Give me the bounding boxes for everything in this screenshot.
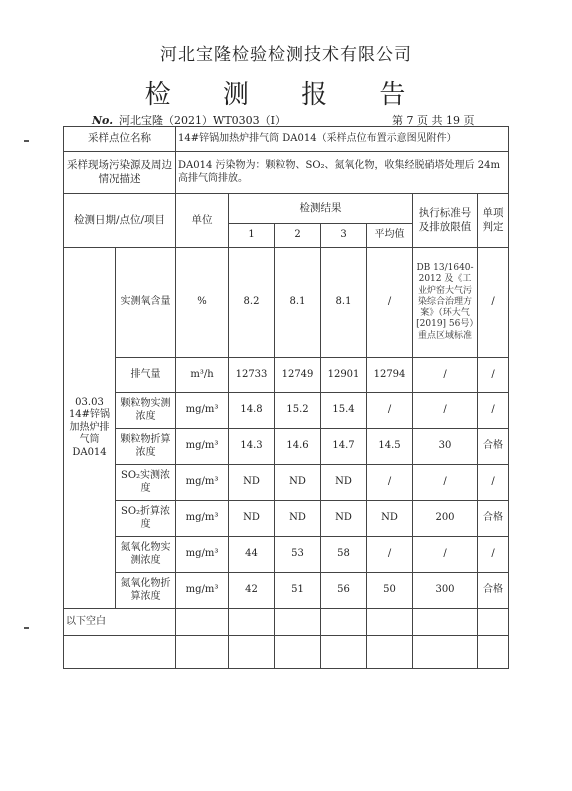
result-1: 12733 (229, 358, 275, 393)
unit-value: mg/m³ (176, 573, 229, 609)
result-1: 14.3 (229, 429, 275, 465)
unit-value: mg/m³ (176, 537, 229, 573)
header-date-point-item: 检测日期/点位/项目 (64, 194, 176, 248)
header-average: 平均值 (367, 224, 413, 248)
unit-value: mg/m³ (176, 393, 229, 429)
result-1: 44 (229, 537, 275, 573)
empty-cell (176, 609, 229, 636)
empty-cell (478, 609, 509, 636)
result-1: 14.8 (229, 393, 275, 429)
result-2: 12749 (275, 358, 321, 393)
item-name: SO₂实测浓度 (116, 465, 176, 501)
header-result-1: 1 (229, 224, 275, 248)
result-average: / (367, 537, 413, 573)
verdict-value: / (478, 358, 509, 393)
table-row (64, 501, 509, 537)
result-2: 15.2 (275, 393, 321, 429)
result-1: 42 (229, 573, 275, 609)
standard-value: / (413, 537, 478, 573)
empty-cell (275, 636, 321, 669)
verdict-value: / (478, 465, 509, 501)
empty-cell (413, 609, 478, 636)
unit-value: % (176, 248, 229, 358)
margin-mark (24, 627, 29, 629)
empty-cell (229, 609, 275, 636)
page-indicator: 第 7 页 共 19 页 (392, 114, 475, 127)
header-unit: 单位 (176, 194, 229, 248)
result-3: 12901 (321, 358, 367, 393)
standard-value: 200 (413, 501, 478, 537)
result-average: / (367, 393, 413, 429)
header-result-3: 3 (321, 224, 367, 248)
verdict-value: 合格 (478, 429, 509, 465)
result-average: ND (367, 501, 413, 537)
standard-value: / (413, 393, 478, 429)
result-3: 15.4 (321, 393, 367, 429)
sampling-group-label: 03.03 14#锌锅加热炉排气筒 DA014 (64, 248, 116, 609)
result-3: 8.1 (321, 248, 367, 358)
result-3: ND (321, 465, 367, 501)
result-3: ND (321, 501, 367, 537)
verdict-value: / (478, 537, 509, 573)
company-name: 河北宝隆检验检测技术有限公司 (160, 45, 412, 65)
unit-value: mg/m³ (176, 429, 229, 465)
result-average: 12794 (367, 358, 413, 393)
result-2: ND (275, 465, 321, 501)
empty-cell (176, 636, 229, 669)
result-3: 56 (321, 573, 367, 609)
site-description-value: DA014 污染物为：颗粒物、SO₂、氮氧化物，收集经脱硝塔处理后 24m 高排气筒排放。 (176, 152, 509, 194)
table-row (64, 358, 509, 393)
empty-cell (367, 609, 413, 636)
result-1: ND (229, 465, 275, 501)
item-name: 氮氧化物折算浓度 (116, 573, 176, 609)
report-number-value: 河北宝隆（2021）WT0303（Ⅰ） (119, 114, 287, 127)
report-title: 检 测 报 告 (144, 80, 428, 110)
result-2: 14.6 (275, 429, 321, 465)
table-row (64, 393, 509, 429)
verdict-value: / (478, 393, 509, 429)
item-name: 氮氧化物实测浓度 (116, 537, 176, 573)
result-2: ND (275, 501, 321, 537)
header-result-2: 2 (275, 224, 321, 248)
standard-value: / (413, 358, 478, 393)
empty-cell (367, 636, 413, 669)
standard-value: 30 (413, 429, 478, 465)
result-2: 51 (275, 573, 321, 609)
table-row (64, 429, 509, 465)
site-description-label: 采样现场污染源及周边情况描述 (64, 152, 176, 194)
empty-cell (275, 609, 321, 636)
result-average: 50 (367, 573, 413, 609)
result-3: 58 (321, 537, 367, 573)
blank-marker: 以下空白 (64, 609, 176, 636)
result-2: 8.1 (275, 248, 321, 358)
header-results: 检测结果 (229, 194, 413, 224)
standard-value: 300 (413, 573, 478, 609)
table-row (64, 248, 509, 358)
result-average: 14.5 (367, 429, 413, 465)
standard-value: DB 13/1640-2012 及《工业炉窑大气污染综合治理方案》（环大气[2019] 56号）重点区域标准 (413, 248, 478, 358)
number-prefix: No. (92, 114, 114, 127)
table-row (64, 537, 509, 573)
item-name: 排气量 (116, 358, 176, 393)
result-average: / (367, 248, 413, 358)
standard-value: / (413, 465, 478, 501)
verdict-value: / (478, 248, 509, 358)
result-2: 53 (275, 537, 321, 573)
header-standard: 执行标准号及排放限值 (413, 194, 478, 248)
header-verdict: 单项判定 (478, 194, 509, 248)
empty-cell (321, 609, 367, 636)
result-1: ND (229, 501, 275, 537)
point-name-value: 14#锌锅加热炉排气筒 DA014（采样点位布置示意图见附件） (176, 127, 509, 152)
item-name: 颗粒物折算浓度 (116, 429, 176, 465)
table-row (64, 465, 509, 501)
table-row (64, 573, 509, 609)
verdict-value: 合格 (478, 501, 509, 537)
item-name: 颗粒物实测浓度 (116, 393, 176, 429)
item-name: SO₂折算浓度 (116, 501, 176, 537)
item-name: 实测氧含量 (116, 248, 176, 358)
point-name-label: 采样点位名称 (64, 127, 176, 152)
empty-cell (64, 636, 176, 669)
verdict-value: 合格 (478, 573, 509, 609)
report-table (63, 126, 509, 669)
margin-mark (24, 140, 29, 142)
empty-cell (413, 636, 478, 669)
result-3: 14.7 (321, 429, 367, 465)
unit-value: mg/m³ (176, 501, 229, 537)
empty-cell (478, 636, 509, 669)
result-1: 8.2 (229, 248, 275, 358)
unit-value: mg/m³ (176, 465, 229, 501)
result-average: / (367, 465, 413, 501)
unit-value: m³/h (176, 358, 229, 393)
empty-cell (321, 636, 367, 669)
empty-cell (229, 636, 275, 669)
